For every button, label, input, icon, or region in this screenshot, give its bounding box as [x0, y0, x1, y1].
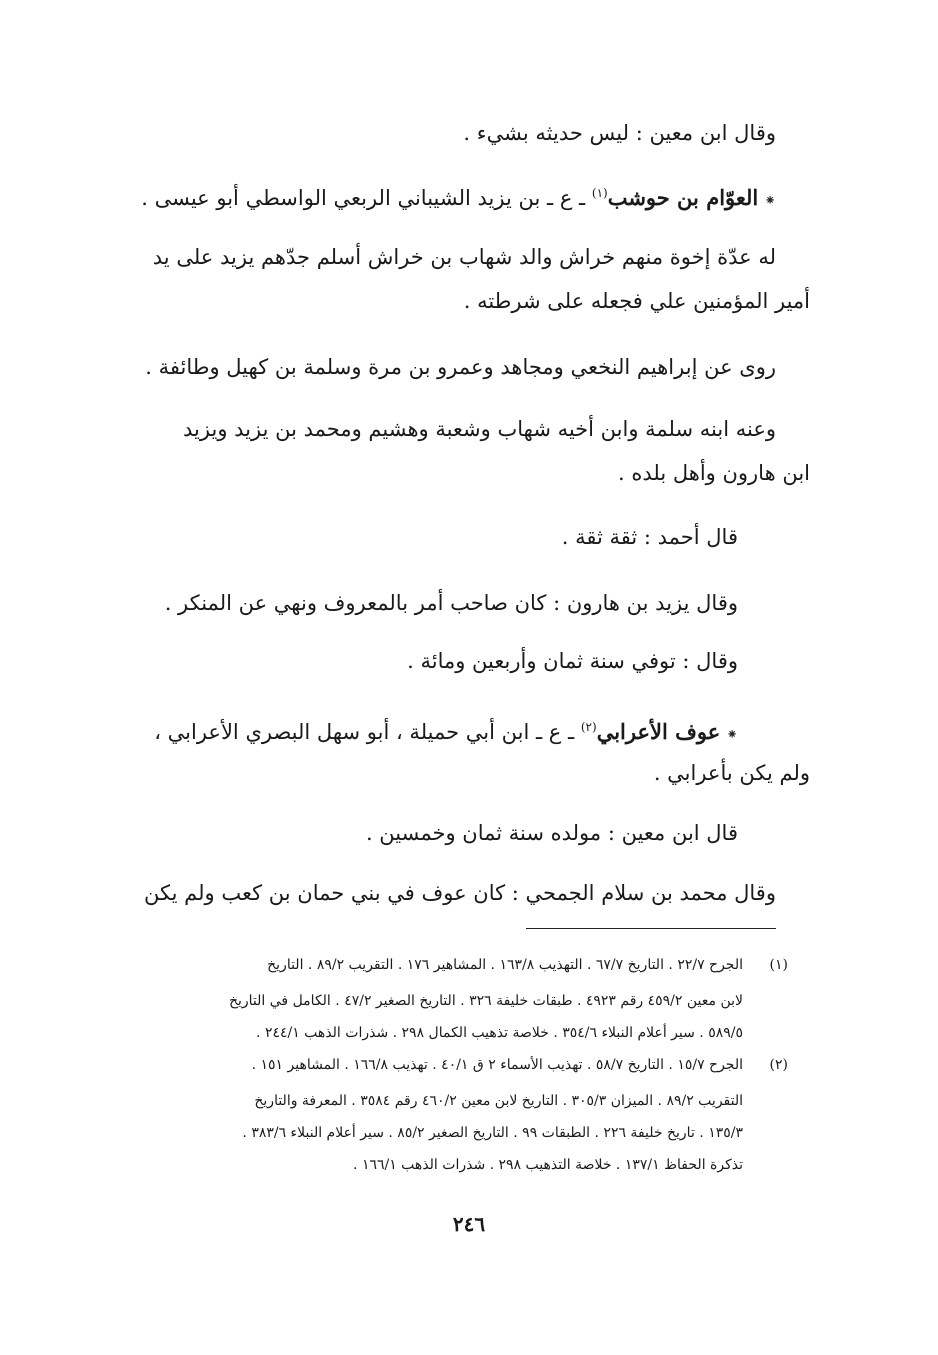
footnote-line: ١٣٥/٣ . تاريخ خليفة ٢٢٦ . الطبقات ٩٩ . التاريخ الصغير ٨٥/٢ . سير أعلام النبلاء ٣٨٣/٦ . [242, 1125, 743, 1141]
entry-awf-heading [154, 712, 738, 750]
entry-marker: ⁕ [764, 193, 776, 209]
footnote-line: ٥٨٩/٥ . سير أعلام النبلاء ٣٥٤/٦ . خلاصة تذهيب الكمال ٢٩٨ . شذرات الذهب ٢٤٤/١ . [256, 1025, 743, 1041]
text-line: وقال ابن معين : ليس حديثه بشيء . [463, 121, 776, 145]
text-line: روى عن إبراهيم النخعي ومجاهد وعمرو بن مرة وسلمة بن كهيل وطائفة . [145, 355, 776, 379]
entry-name: عوف الأعرابي [596, 719, 721, 744]
footnote-line: تذكرة الحفاظ ١٣٧/١ . خلاصة التذهيب ٢٩٨ . شذرات الذهب ١٦٦/١ . [353, 1157, 743, 1173]
footnote-number: (٢) [769, 1057, 788, 1073]
entry-marker: ⁕ [726, 727, 738, 743]
text-line: وقال : توفي سنة ثمان وأربعين ومائة . [407, 649, 738, 673]
text-line: وقال محمد بن سلام الجمحي : كان عوف في بني حمان بن كعب ولم يكن [144, 881, 776, 905]
text-line: وعنه ابنه سلمة وابن أخيه شهاب وشعبة وهشيم ومحمد بن يزيد ويزيد [183, 417, 776, 441]
footnote-line: لابن معين ٤٥٩/٢ رقم ٤٩٢٣ . طبقات خليفة ٣٢٦ . التاريخ الصغير ٤٧/٢ . الكامل في التاريخ [228, 993, 743, 1009]
text-line: قال ابن معين : مولده سنة ثمان وخمسين . [365, 821, 738, 845]
footnote-divider [526, 928, 776, 929]
entry-name: العوّام بن حوشب [607, 185, 759, 210]
text-line: ابن هارون وأهل بلده . [618, 461, 810, 485]
footnote-ref: (١) [591, 186, 608, 200]
footnote-ref: (٢) [580, 720, 597, 734]
text-line: قال أحمد : ثقة ثقة . [561, 525, 738, 549]
footnote-number: (١) [769, 957, 788, 973]
footnote-line: الجرح ٢٢/٧ . التاريخ ٦٧/٧ . التهذيب ١٦٣/٨ . المشاهير ١٧٦ . التقريب ٨٩/٢ . التاريخ [267, 957, 743, 973]
entry-text: ـ ع ـ ابن أبي حميلة ، أبو سهل البصري الأعرابي ، [154, 720, 575, 744]
text-line: وقال يزيد بن هارون : كان صاحب أمر بالمعروف ونهي عن المنكر . [164, 591, 738, 615]
entry-awwam-heading [141, 178, 776, 216]
text-line: أمير المؤمنين علي فجعله على شرطته . [463, 289, 810, 313]
footnote-line: التقريب ٨٩/٢ . الميزان ٣٠٥/٣ . التاريخ لابن معين ٤٦٠/٢ رقم ٣٥٨٤ . المعرفة والتاريخ [254, 1093, 743, 1109]
text-line: ولم يكن بأعرابي . [653, 761, 810, 785]
footnote-line: الجرح ١٥/٧ . التاريخ ٥٨/٧ . تهذيب الأسماء ٢ ق ٤٠/١ . تهذيب ١٦٦/٨ . المشاهير ١٥١ . [251, 1057, 743, 1073]
text-line: له عدّة إخوة منهم خراش والد شهاب بن خراش أسلم جدّهم يزيد على يد [152, 245, 776, 269]
page-number: ٢٤٦ [452, 1212, 486, 1236]
entry-text: ـ ع ـ بن يزيد الشيباني الربعي الواسطي أبو عيسى . [141, 186, 586, 210]
